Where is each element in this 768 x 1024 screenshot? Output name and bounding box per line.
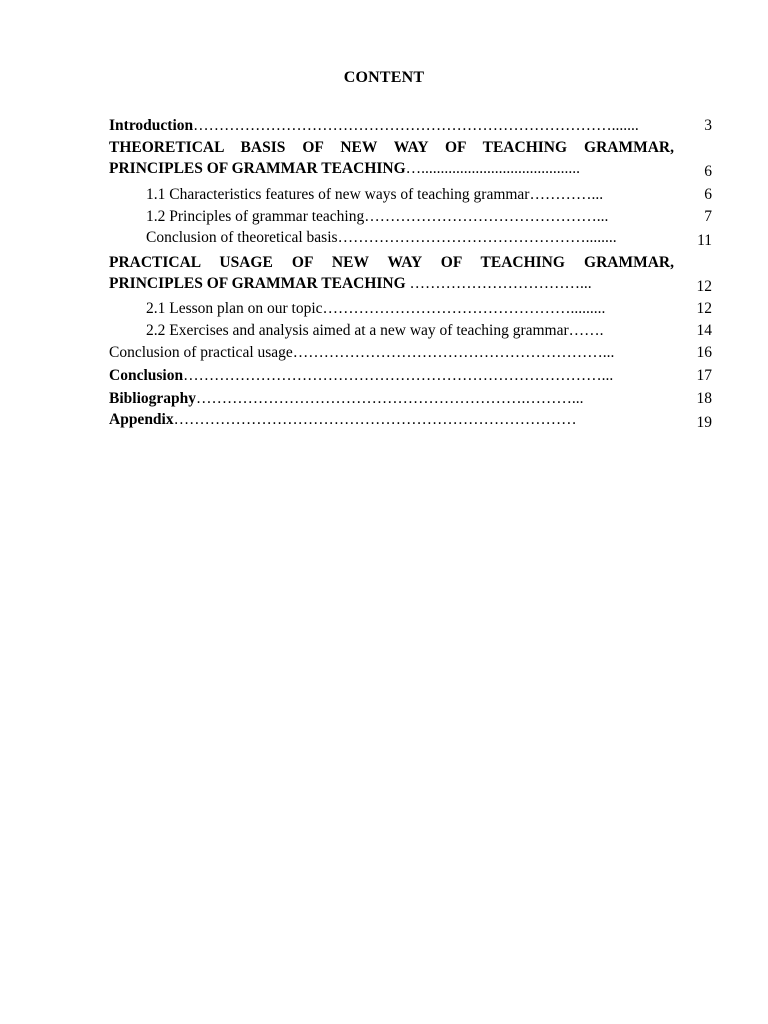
toc-leader: ……………………………... — [405, 275, 592, 292]
toc-entry-appendix — [109, 409, 714, 430]
toc-entry-title: 2.2 Exercises and analysis aimed at a new way of teaching grammar — [146, 322, 569, 339]
toc-leader: ………………………………………………………………………... — [183, 367, 614, 384]
toc-entry-1-1 — [109, 184, 714, 205]
toc-section-title-line1: THEORETICAL BASIS OF NEW WAY OF TEACHING GRAMMAR, — [109, 139, 674, 156]
toc-leader: …………………………………………………………………… — [173, 411, 577, 428]
toc-leader: ………………………………………………………………………....... — [193, 117, 639, 134]
toc-page-number: 6 — [704, 186, 712, 203]
table-of-contents — [109, 112, 714, 430]
toc-entry-title: Bibliography — [109, 390, 196, 407]
toc-entry-2-1 — [109, 298, 714, 319]
toc-page-number: 12 — [696, 278, 712, 295]
toc-entry-introduction — [109, 115, 714, 136]
toc-entry-title: Introduction — [109, 117, 194, 134]
toc-entry-title: 2.1 Lesson plan on our topic — [146, 300, 323, 317]
toc-entry-title: 1.1 Characteristics features of new ways of teaching grammar — [146, 186, 530, 203]
toc-page-number: 7 — [704, 208, 712, 225]
toc-entry-title: Appendix — [109, 411, 174, 428]
toc-entry-title: Conclusion of practical usage — [109, 344, 293, 361]
toc-entry-title: Conclusion — [109, 367, 184, 384]
toc-page-number: 3 — [704, 117, 712, 134]
toc-entry-title: 1.2 Principles of grammar teaching — [146, 208, 365, 225]
toc-entry-conclusion — [109, 365, 714, 386]
toc-entry-1-2 — [109, 206, 714, 227]
toc-page-number: 19 — [696, 414, 712, 431]
toc-leader: …………………………………………........ — [337, 229, 617, 246]
toc-section-title-line1: PRACTICAL USAGE OF NEW WAY OF TEACHING GRAMMAR, — [109, 254, 674, 271]
toc-leader: ……………………………………………………….………... — [196, 390, 584, 407]
toc-leader: ……………………………………………………... — [292, 344, 615, 361]
toc-leader: …………………………………………......... — [322, 300, 606, 317]
toc-page-number: 16 — [696, 344, 712, 361]
toc-section-title-line2: PRINCIPLES OF GRAMMAR TEACHING — [109, 160, 406, 177]
toc-section-title-line2: PRINCIPLES OF GRAMMAR TEACHING — [109, 275, 406, 292]
toc-page-number: 11 — [697, 232, 712, 249]
toc-leader: ……. — [568, 322, 604, 339]
toc-entry-title: Conclusion of theoretical basis — [146, 229, 338, 246]
toc-page-number: 17 — [696, 367, 712, 384]
toc-page-number: 6 — [704, 163, 712, 180]
toc-leader: …......................................... — [405, 160, 581, 177]
page-title: CONTENT — [343, 69, 425, 86]
toc-entry-section-1 — [109, 137, 714, 179]
toc-page-number: 18 — [696, 390, 712, 407]
toc-leader: …………... — [529, 186, 604, 203]
toc-entry-bibliography — [109, 388, 714, 409]
toc-entry-section-2 — [109, 252, 714, 294]
toc-entry-2-2 — [109, 320, 714, 341]
toc-page-number: 12 — [696, 300, 712, 317]
toc-entry-practical-conclusion — [109, 342, 714, 363]
toc-entry-theoretical-conclusion — [109, 227, 714, 248]
toc-leader: ………………………………………... — [364, 208, 609, 225]
toc-page-number: 14 — [696, 322, 712, 339]
